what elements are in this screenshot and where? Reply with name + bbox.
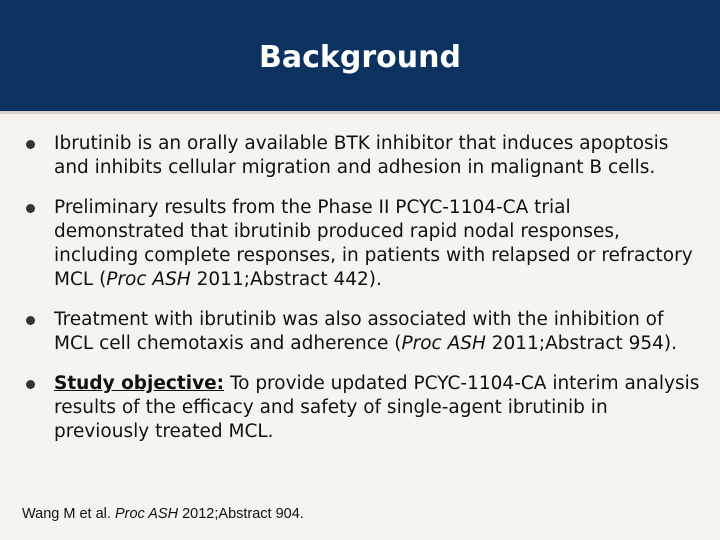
bullet-item	[24, 308, 704, 356]
bullet-text-tail: 2011;Abstract 954).	[485, 333, 678, 354]
citation-detail: 2012;Abstract 904.	[178, 506, 304, 522]
bullet-text-tail: 2011;Abstract 442).	[190, 269, 382, 290]
bullet-item	[24, 372, 704, 444]
bullet-dot-icon	[26, 140, 35, 149]
bullet-item	[24, 132, 704, 180]
citation-authors: Wang M et al.	[22, 506, 115, 522]
bullet-text: Ibrutinib is an orally available BTK inhibitor that induces apoptosis and inhibits cellular migration and adhesion in malignant B cells.	[54, 133, 669, 178]
bullet-text: Preliminary results from the Phase II PCYC-1104-CA trial demonstrated that ibrutinib produced rapid nodal responses, including complete responses, in patients with relapsed or refractory MCL (	[54, 197, 693, 290]
bullet-text: Treatment with ibrutinib was also associated with the inhibition of MCL cell chemotaxis and adherence (	[54, 309, 664, 354]
citation	[22, 505, 304, 523]
title-bar	[0, 0, 720, 114]
bullet-text: To provide updated PCYC-1104-CA interim analysis results of the efficacy and safety of single-agent ibrutinib in previously treated MCL.	[54, 373, 700, 442]
bullet-item	[24, 196, 704, 292]
slide-title: Background	[259, 40, 461, 75]
journal-name: Proc ASH	[106, 269, 191, 290]
bullet-dot-icon	[26, 204, 35, 213]
journal-name: Proc ASH	[401, 333, 486, 354]
bullet-dot-icon	[26, 380, 35, 389]
bullet-dot-icon	[26, 316, 35, 325]
study-objective-label: Study objective:	[54, 373, 225, 394]
bullet-list	[24, 132, 704, 460]
citation-journal: Proc ASH	[114, 506, 179, 522]
